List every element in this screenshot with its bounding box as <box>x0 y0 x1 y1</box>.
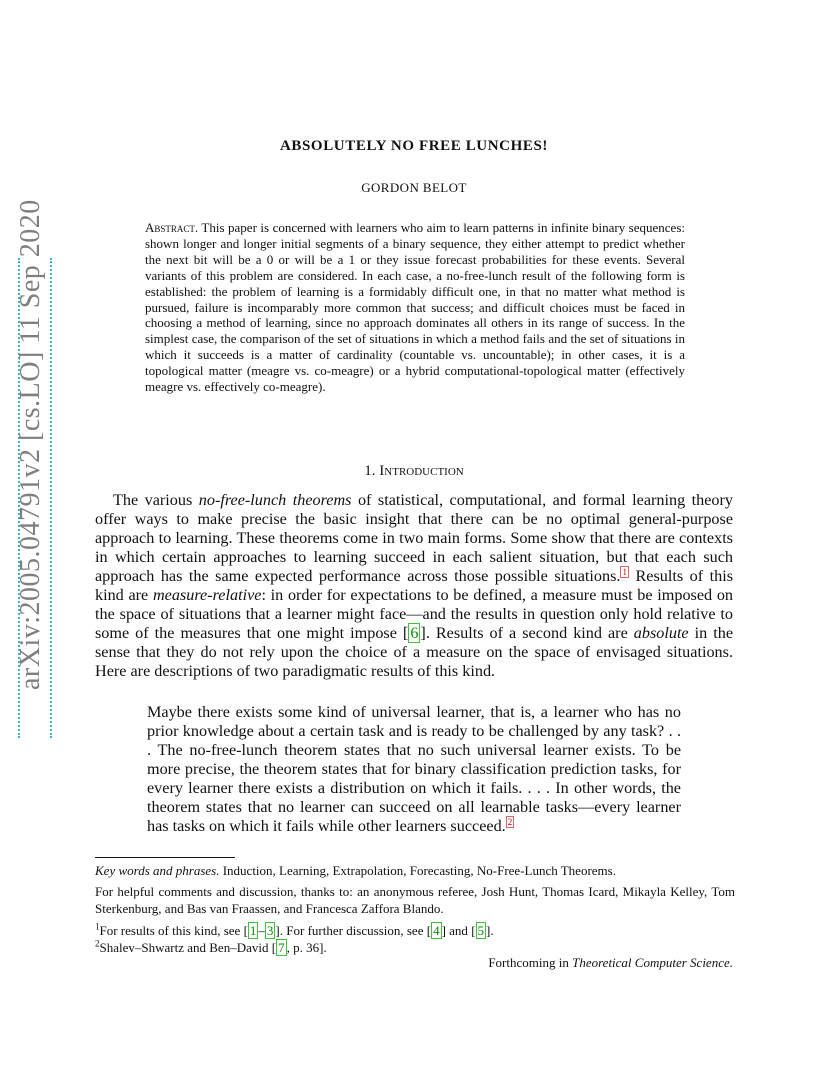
section-heading <box>0 463 828 480</box>
footnote-1-dash: – <box>258 923 265 938</box>
emph-no-free-lunch: no-free-lunch theorems <box>198 491 352 509</box>
citation-link-1[interactable]: 1 <box>249 923 257 938</box>
journal-name: Theoretical Computer Science. <box>572 955 733 970</box>
emph-absolute: absolute <box>633 624 689 642</box>
citation-link-7[interactable]: 7 <box>278 940 285 955</box>
abstract-text: This paper is concerned with learners who aim to learn patterns in infinite binary sequences: shown longer and longer initial segments of a binary sequence, they either attempt to predict whether the next bit will be a 0 or will be a 1 or they issue forecast probabilities for these events. Several variants of this problem are considered. In each case, a no-free-lunch result of the following form is established: the problem of learning is a formidably difficult one, in that no matter what method is pursued, failure is incomparably more common that success; and difficult choices must be faced in choosing a method of learning, since no approach dominates all others in its range of success. In the simplest case, the comparison of the set of situations in which a method fails and the set of situations in which it succeeds is a matter of cardinality (countable vs. uncountable); in other cases, it is a topological matter (meagre vs. co-meagre) or a hybrid computational-topological matter (effectively meagre vs. effectively co-meagre). <box>145 220 685 395</box>
abstract <box>145 220 685 395</box>
intro-paragraph: The various no-free-lunch theorems of statistical, computational, and formal learning theory offer ways to make precise the basic insight that there can be no optimal general-purpose approach to learning. These theorems come in two main forms. Some show that there are contexts in which certain approaches to learning succeed in each salient situation, but that each such approach has the same expected performance across those possible situations. $^1$ Results of this kind are measure-relative: in order for expectations to be defined, a measure must be imposed on the space of situations that a learner might face—and the results in question only hold relative to some of the measures that one might impose [ 6 ]. Results of a second kind are absolute in the sense that they do not rely upon the choice of a measure on the space of envisaged situations. Here are descriptions of two paradigmatic results of this kind. <box>95 491 734 680</box>
forthcoming-prefix: Forthcoming in <box>488 955 569 970</box>
author-name: GORDON BELOT <box>361 180 467 195</box>
citation-link-6[interactable]: 6 <box>410 624 419 642</box>
keywords-footnote <box>95 862 735 879</box>
footnote-link-2[interactable]: 2 <box>507 816 513 827</box>
forthcoming-note <box>395 955 733 971</box>
section-title: Introduction <box>379 463 464 479</box>
citation-link-4[interactable]: 4 <box>433 923 440 938</box>
paper-title: ABSOLUTELY NO FREE LUNCHES! <box>279 138 549 154</box>
footnote-1-mark: 1 <box>95 921 100 932</box>
footnote-link-1[interactable]: 1 <box>622 566 627 577</box>
keywords-label: Key words and phrases. <box>95 863 220 878</box>
intro-text: of statistical, computational, and formal learning theory offer ways to make precise the basic insight that there can be no optimal general-purpose approach to learning. These theorems come in two main forms. Some show that there are contexts in which certain approaches to learning succeed in each salient situation, but that each such approach has the same expected performance across those possible situations. <box>95 491 733 585</box>
footnote-rule <box>95 857 235 858</box>
footnote-1-text: . <box>490 923 494 938</box>
footnote-1-text: . For further discussion, see <box>279 923 424 938</box>
emph-measure-relative: measure-relative <box>152 586 262 604</box>
abstract-label: Abstract. <box>145 220 199 235</box>
intro-text: . Results of a second kind are <box>425 624 628 642</box>
section-number: 1. <box>364 463 376 479</box>
arxiv-stamp: arXiv:2005.04791v2 [cs.LO] 11 Sep 2020 <box>15 199 46 690</box>
footnote-2: $^2$Shalev–Shwartz and Ben–David [ 7 , p. 36]. <box>95 938 327 955</box>
footnote-2-mark: 2 <box>95 938 100 949</box>
acknowledgements: For helpful comments and discussion, thanks to: an anonymous referee, Josh Hunt, Thomas Icard, Mikayla Kelley, Tom Sterkenburg, and Bas van Fraassen, and Francesca Zaffora Blando. <box>95 884 735 916</box>
intro-text: Results of this kind are <box>95 567 733 604</box>
citation-link-5[interactable]: 5 <box>477 923 485 938</box>
footnote-1-text: and <box>449 923 468 938</box>
quote-text: Maybe there exists some kind of universal learner, that is, a learner who has no prior knowledge about a certain task and is ready to be challenged by any task? . . . The no-free-lunch theorem states that no such universal learner exists. To be more precise, the theorem states that for binary classification prediction tasks, for every learner there exists a distribution on which it fails. . . . In other words, the theorem states that no learner can succeed on all learnable tasks—every learner has tasks on which it fails while other learners succeed. <box>147 703 681 835</box>
footnote-1-text: For results of this kind, see <box>99 923 241 938</box>
citation-link-3[interactable]: 3 <box>266 923 274 938</box>
intro-text: in the sense that they do not rely upon the choice of a measure on the space of envisaged situations. Here are descriptions of two paradigmatic results of this kind. <box>95 624 734 680</box>
footnote-2-text: , p. 36]. <box>286 940 327 955</box>
footnote-1: $^1$For results of this kind, see [ 1 – 3 ]. For further discussion, see [ 4 ] and [ 5 ]. <box>95 921 494 938</box>
intro-text: The various <box>113 491 193 509</box>
intro-text: : in order for expectations to be defined, a measure must be imposed on the space of situations that a learner might face—and the results in question only hold relative to some of the measures that one might impose <box>95 586 734 642</box>
keywords-text: Induction, Learning, Extrapolation, Forecasting, No-Free-Lunch Theorems. <box>222 863 616 878</box>
footnote-2-text: Shalev–Shwartz and Ben–David <box>99 940 269 955</box>
block-quote <box>147 703 681 836</box>
